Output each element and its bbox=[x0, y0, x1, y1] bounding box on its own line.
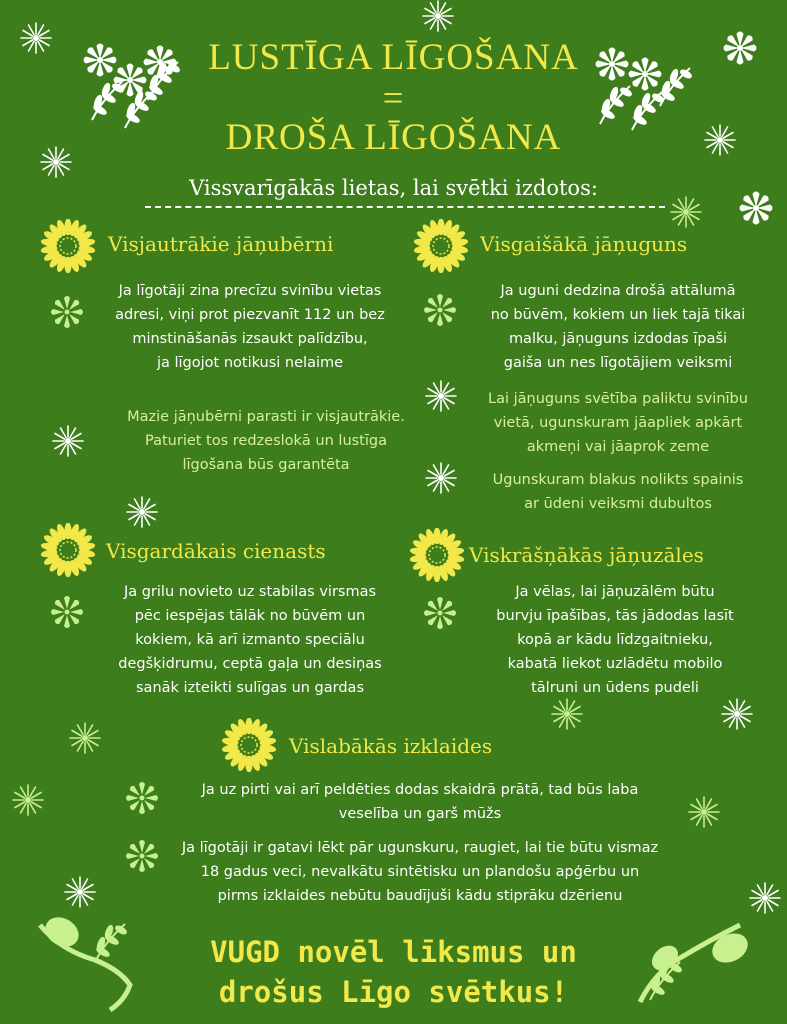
flower-icon bbox=[120, 834, 164, 878]
herbs-paragraph-1: Ja vēlas, lai jāņuzālēm būtu burvju īpašības, tās jādodas lasīt kopā ar kādu līdzgaitnieku, kabatā liekot uzlādētu mobilo tālruni un ūdens pudeli bbox=[496, 584, 734, 696]
footer-line-2: drošus Līgo svētkus! bbox=[218, 975, 569, 1009]
footer-greeting bbox=[0, 932, 787, 1012]
children-paragraph-1: Ja līgotāji zina precīzu svinību vietas adresi, viņi prot piezvanīt 112 un bez minstināšanās izsaukt palīdzību, ja līgojot notikusi nelaime bbox=[115, 283, 385, 371]
fire-paragraph-3: Ugunskuram blakus nolikts spainis ar ūdeni veiksmi dubultos bbox=[492, 472, 744, 512]
fun-paragraph-2: Ja līgotāji ir gatavi lēkt pār ugunskuru, raugiet, lai tie būtu vismaz 18 gadus veci, nevalkātu sintētisku un plandošu apģērbu un pirms izklaides nebūtu baudījuši kādu stiprāku dzērienu bbox=[181, 840, 659, 904]
title-line-1: LUSTĪGA LĪGOŠANA bbox=[208, 37, 579, 78]
footer-line-1: VUGD novēl līksmus un bbox=[210, 935, 577, 969]
section-title-fire: Visgaišākā jāņuguns bbox=[480, 232, 688, 256]
section-title-food: Visgardākais cienasts bbox=[106, 539, 326, 563]
subtitle: Vissvarīgākās lietas, lai svētki izdotos: bbox=[189, 176, 598, 200]
food-paragraph-1: Ja grilu novieto uz stabilas virsmas pēc iespējas tālāk no būvēm un kokiem, kā arī izmanto speciālu degšķidrumu, ceptā gaļa un desiņas sanāk izteikti sulīgas un gardas bbox=[118, 584, 382, 696]
fire-paragraph-2: Lai jāņuguns svētība paliktu svinību vietā, ugunskuram jāapliek apkārt akmeņi vai jāaprok zeme bbox=[488, 391, 748, 455]
flower-icon bbox=[120, 776, 164, 820]
section-title-herbs: Viskrāšņākās jāņuzāles bbox=[469, 543, 704, 567]
sunflower-icon bbox=[222, 718, 276, 772]
fire-paragraph-1: Ja uguni dedzina drošā attālumā no būvēm, kokiem un liek tajā tikai malku, jāņuguns izdodas īpaši gaiša un nes līgotājiem veiksmi bbox=[490, 283, 746, 371]
section-title-fun: Vislabākās izklaides bbox=[289, 734, 493, 758]
section-title-children: Visjautrākie jāņubērni bbox=[108, 232, 334, 256]
title-equals: = bbox=[382, 78, 405, 119]
title-line-2: DROŠA LĪGOŠANA bbox=[225, 117, 562, 158]
children-paragraph-2: Mazie jāņubērni parasti ir visjautrākie. Paturiet tos redzeslokā un lustīga līgošana būs garantēta bbox=[127, 409, 405, 473]
sunflower-icon bbox=[41, 523, 95, 577]
sunflower-icon bbox=[41, 219, 95, 273]
sunflower-icon bbox=[410, 528, 464, 582]
flower-icon bbox=[418, 288, 462, 332]
sunflower-icon bbox=[414, 219, 468, 273]
divider bbox=[145, 206, 665, 208]
fun-paragraph-1: Ja uz pirti vai arī peldēties dodas skaidrā prātā, tad būs laba veselība un garš mūžs bbox=[201, 782, 639, 822]
